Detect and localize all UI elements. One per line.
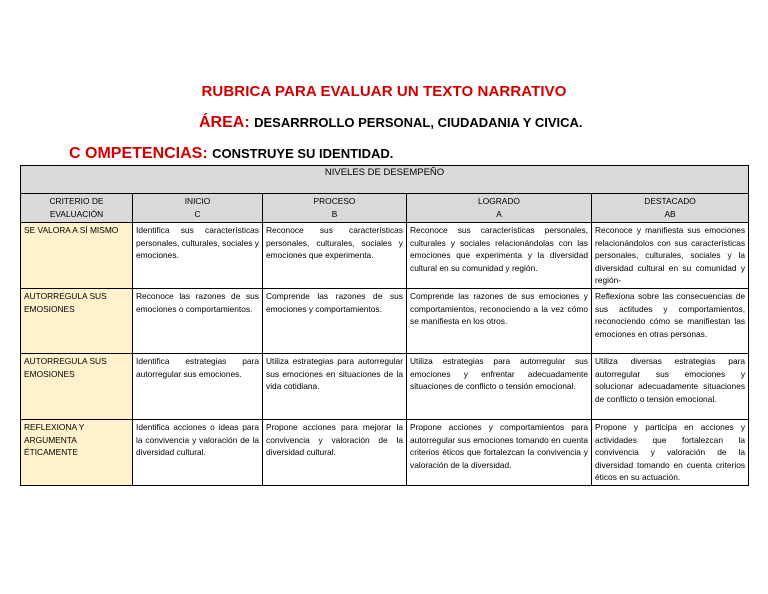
- destacado-cell: Propone y participa en acciones y actividades que fortalezcan la convivencia y valoración de la diversidad tomando en cuenta criterios éticos en su actuación.: [592, 419, 749, 485]
- area-line: [199, 114, 583, 132]
- inicio-cell: Identifica estrategias para autorregular sus emociones.: [133, 353, 263, 419]
- area-label: ÁREA:: [199, 114, 250, 131]
- column-header-line: EVALUACIÓN: [49, 208, 104, 219]
- column-header-line: A: [496, 208, 502, 219]
- inicio-cell: Reconoce las razones de sus emociones o comportamientos.: [133, 288, 263, 353]
- column-header-line: DESTACADO: [644, 196, 696, 206]
- column-header-destacado: [592, 194, 749, 223]
- logrado-cell: Utiliza estrategias para autorregular sus emociones y enfrentar adecuadamente situaciones de conflicto o tensión emocional.: [407, 353, 592, 419]
- rubric-table: [20, 165, 749, 486]
- table-row: [21, 223, 749, 289]
- criterio-cell: AUTORREGULA SUS EMOSIONES: [21, 353, 133, 419]
- table-row: [21, 353, 749, 419]
- proceso-cell: Utiliza estrategias para autorregular sus emociones en situaciones de la vida cotidiana.: [263, 353, 407, 419]
- destacado-cell: Utiliza diversas estrategias para autorregular sus emociones y solucionar adecuadamente situaciones de conflicto o tensión emocional.: [592, 353, 749, 419]
- logrado-cell: Reconoce sus características personales, culturales y sociales relacionándolas con las emociones que experimenta y la diversidad cultural en su comunidad y región.: [407, 223, 592, 289]
- column-header-criterio: [21, 194, 133, 223]
- document-title: RUBRICA PARA EVALUAR UN TEXTO NARRATIVO: [201, 83, 567, 100]
- niveles-header-row: [21, 166, 749, 194]
- proceso-cell: Reconoce sus características personales, culturales, sociales y emociones que experimenta.: [263, 223, 407, 289]
- table-row: [21, 419, 749, 485]
- competencias-label: C OMPETENCIAS:: [69, 145, 208, 162]
- column-header-line: INICIO: [184, 196, 211, 206]
- proceso-cell: Comprende las razones de sus emociones y comportamientos.: [263, 288, 407, 353]
- criterio-cell: AUTORREGULA SUS EMOSIONES: [21, 288, 133, 353]
- column-header-line: AB: [664, 208, 676, 219]
- column-header-line: B: [331, 208, 338, 219]
- proceso-cell: Propone acciones para mejorar la convivencia y valoración de la diversidad cultural.: [263, 419, 407, 485]
- competencias-line: [69, 145, 393, 163]
- inicio-cell: Identifica sus características personales, culturales, sociales y emociones.: [133, 223, 263, 289]
- column-header-line: LOGRADO: [478, 196, 520, 206]
- competencias-value: CONSTRUYE SU IDENTIDAD.: [212, 146, 394, 161]
- logrado-cell: Comprende las razones de sus emociones y comportamientos, reconociendo a la vez cómo se manifiesta en los otros.: [407, 288, 592, 353]
- table-row: [21, 288, 749, 353]
- destacado-cell: Reflexiona sobre las consecuencias de sus actitudes y comportamientos, reconociendo cómo se manifiestan las emociones en otras personas.: [592, 288, 749, 353]
- column-header-row: [21, 194, 749, 223]
- destacado-cell: Reconoce y manifiesta sus emociones relacionándolos con sus características personales, culturales, sociales y la diversidad cultural en su comunidad y región-: [592, 223, 749, 289]
- column-header-line: CRITERIO DE: [49, 196, 104, 206]
- logrado-cell: Propone acciones y comportamientos para autorregular sus emociones tomando en cuenta criterios éticos que fortalezcan la convivencia y valoración de la diversidad.: [407, 419, 592, 485]
- column-header-line: C: [194, 208, 201, 219]
- criterio-cell: REFLEXIONA Y ARGUMENTA ÉTICAMENTE: [21, 419, 133, 485]
- column-header-logrado: [407, 194, 592, 223]
- inicio-cell: Identifica acciones o ideas para la convivencia y valoración de la diversidad cultural.: [133, 419, 263, 485]
- niveles-header: NIVELES DE DESEMPEÑO: [21, 166, 749, 194]
- area-value: DESARRROLLO PERSONAL, CIUDADANIA Y CIVICA.: [254, 115, 583, 130]
- column-header-proceso: [263, 194, 407, 223]
- column-header-line: PROCESO: [313, 196, 356, 206]
- criterio-cell: SE VALORA A SÍ MISMO: [21, 223, 133, 289]
- column-header-inicio: [133, 194, 263, 223]
